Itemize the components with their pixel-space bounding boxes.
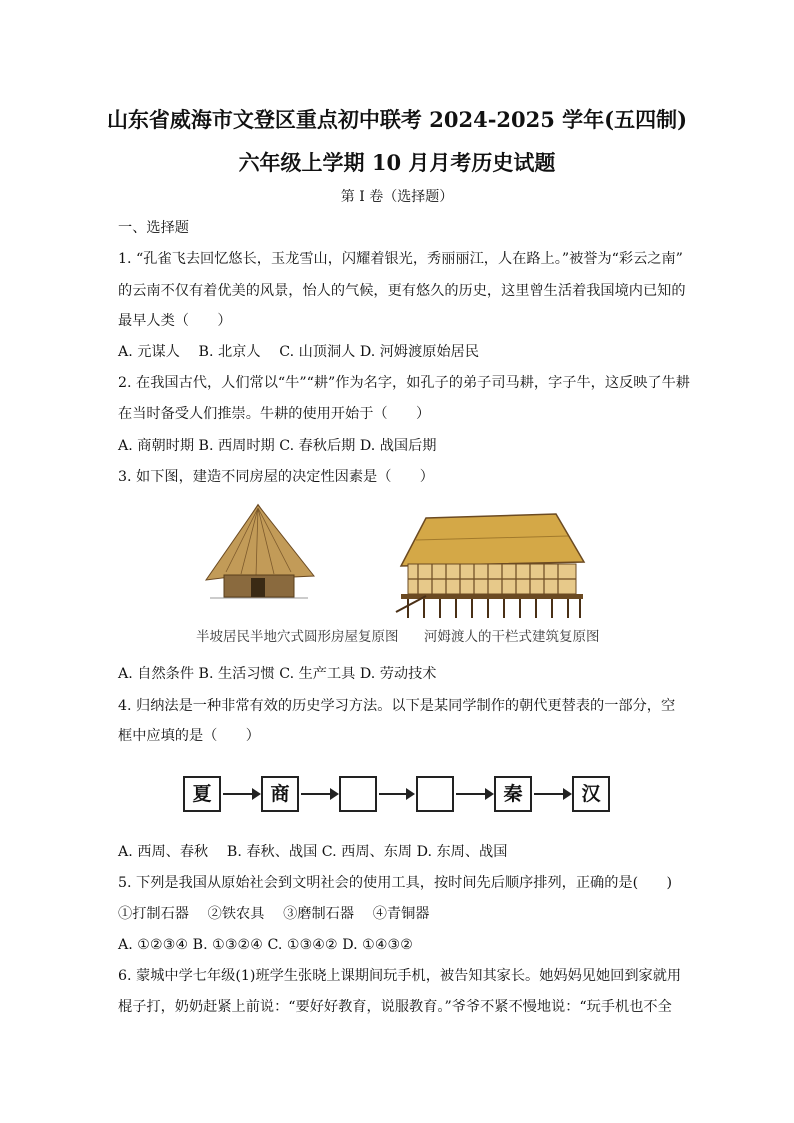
arrow-icon bbox=[379, 793, 413, 795]
q2-options: A. 商朝时期 B. 西周时期 C. 春秋后期 D. 战国后期 bbox=[118, 438, 437, 454]
q2-text-line1: 2. 在我国古代，人们常以“牛”“耕”作为名字，如孔子的弟子司马耕，字子牛，这反映了牛耕 bbox=[118, 375, 690, 391]
q1-text-line3: 最早人类（ ） bbox=[118, 313, 232, 329]
q5-items: ①打制石器 ②铁农具 ③磨制石器 ④青铜器 bbox=[118, 906, 430, 922]
dynasty-box-qin: 秦 bbox=[494, 776, 532, 812]
dynasty-box-blank-2 bbox=[416, 776, 454, 812]
caption-stilt-house: 河姆渡人的干栏式建筑复原图 bbox=[424, 629, 600, 645]
dynasty-box-han: 汉 bbox=[572, 776, 610, 812]
q2-text-line2: 在当时备受人们推崇。牛耕的使用开始于（ ） bbox=[118, 406, 431, 422]
arrow-icon bbox=[534, 793, 570, 795]
arrow-icon bbox=[223, 793, 259, 795]
arrow-icon bbox=[301, 793, 337, 795]
q1-text-line2: 的云南不仅有着优美的风景，怡人的气候，更有悠久的历史，这里曾生活着我国境内已知的 bbox=[118, 283, 686, 299]
q1-options: A. 元谋人 B. 北京人 C. 山顶洞人 D. 河姆渡原始居民 bbox=[118, 344, 480, 360]
arrow-icon bbox=[456, 793, 492, 795]
q1-text-line1: 1. “孔雀飞去回忆悠长，玉龙雪山，闪耀着银光，秀丽丽江，人在路上。”被誉为“彩云之南” bbox=[118, 251, 683, 267]
section-heading: 一、选择题 bbox=[118, 220, 189, 236]
q4-text-line2: 框中应填的是（ ） bbox=[118, 728, 260, 744]
dynasty-box-shang: 商 bbox=[261, 776, 299, 812]
exam-title-line1: 山东省威海市文登区重点初中联考 2024-2025 学年(五四制) bbox=[106, 107, 688, 132]
exam-title-line2: 六年级上学期 10 月月考历史试题 bbox=[238, 150, 556, 175]
dynasty-sequence-diagram bbox=[183, 776, 613, 816]
q5-text-line1: 5. 下列是我国从原始社会到文明社会的使用工具，按时间先后顺序排列，正确的是( ) bbox=[118, 875, 673, 891]
round-hut-illustration bbox=[206, 505, 314, 598]
q3-text-line1: 3. 如下图，建造不同房屋的决定性因素是（ ） bbox=[118, 469, 434, 485]
q5-options: A. ①②③④ B. ①③②④ C. ①③④② D. ①④③② bbox=[118, 937, 413, 953]
q4-text-line1: 4. 归纳法是一种非常有效的历史学习方法。以下是某同学制作的朝代更替表的一部分，空 bbox=[118, 698, 676, 714]
q3-options: A. 自然条件 B. 生活习惯 C. 生产工具 D. 劳动技术 bbox=[118, 666, 437, 682]
dynasty-box-blank-1 bbox=[339, 776, 377, 812]
q6-text-line2: 棍子打，奶奶赶紧上前说：“要好好教育，说服教育。”爷爷不紧不慢地说：“玩手机也不全 bbox=[118, 999, 672, 1015]
stilt-house-illustration bbox=[396, 514, 584, 618]
q6-text-line1: 6. 蒙城中学七年级(1)班学生张晓上课期间玩手机，被告知其家长。她妈妈见她回到家就用 bbox=[118, 968, 682, 984]
volume-label: 第 I 卷（选择题） bbox=[340, 189, 454, 205]
dynasty-box-xia: 夏 bbox=[183, 776, 221, 812]
q4-options: A. 西周、春秋 B. 春秋、战国 C. 西周、东周 D. 东周、战国 bbox=[118, 844, 508, 860]
caption-round-hut: 半坡居民半地穴式圆形房屋复原图 bbox=[196, 629, 399, 645]
